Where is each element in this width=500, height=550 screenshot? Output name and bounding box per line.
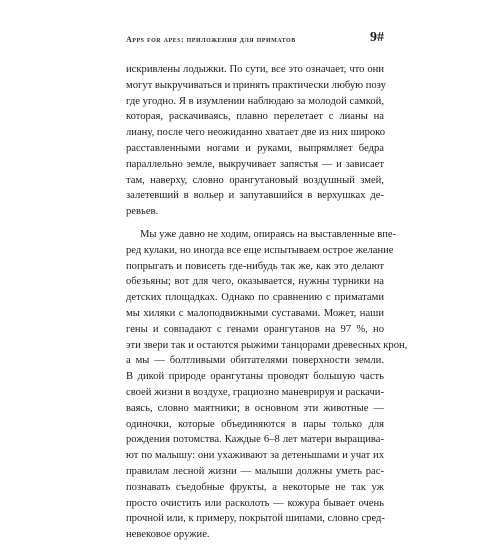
text-line: познавать съедобные фрукты, а некоторые не так уж [126,481,384,493]
text-line: прочной или, к примеру, покрытой шипами, словно сред- [126,513,385,525]
page-number: 9# [370,30,384,45]
text-line: правилам лесной жизни — малыши должны уметь рас- [126,465,384,477]
text-line: невековое оружие. [126,529,210,541]
running-header [126,30,384,46]
text-line: гены и совпадают с генами орангутанов на 97 %, но [126,323,384,335]
text-line: обезьяны; вот для чего, оказывается, нужны турники на [126,276,384,288]
paragraph-1 [126,62,384,220]
body-text [126,62,408,550]
text-line: искривлены лодыжки. По сути, все это означает, что они [126,64,384,75]
text-line: которая, раскачиваясь, плавно перелетает с лианы на [126,111,384,123]
running-title: Apps for apes: приложения для приматов [126,35,296,44]
text-line: В дикой природе орангутаны проводят большую часть [126,371,384,383]
text-line: залетевший в вольер и запутавшийся в верхушках де- [126,190,384,202]
text-line: расставленными ногами и руками, выпрямляет бедра [126,142,384,154]
text-line: детских площадках. Однако по сравнению с приматами [126,292,384,304]
text-line: а мы — болтливыми обитателями поверхности земли. [126,355,384,367]
text-line: ред кулаки, но иногда все еще испытываем острое желание [126,244,394,256]
text-line: ют по малышу: они ухаживают за детенышами и учат их [126,450,384,462]
paragraph-2 [126,227,408,543]
text-line: попрыгать и повисеть где-нибудь так же, как это делают [126,260,384,272]
text-line: рождения потомства. Каждые 6–8 лет матери выращива- [126,434,384,446]
text-line: могут выкручиваться и принять практически любую позу [126,79,386,91]
text-line: одиночки, которые объединяются в пары только для [126,418,384,430]
text-line: параллельно земле, выкручивает запястья — и зависает [126,158,384,170]
text-line: просто очистить или расколоть — кожура бывает очень [126,497,384,509]
text-line: эти звери так и остаются рыжими танцорами древесных крон, [126,339,408,351]
text-line: мы хиляки с малоподвижными суставами. Может, наши [126,307,384,319]
text-line: ваясь, словно маятники; в основном эти животные — [126,402,384,414]
text-line: своей жизни в воздухе, грациозно маневрируя и раскачи- [126,386,384,398]
text-line: лиану, после чего неожиданно хватает две из них широко [126,127,386,139]
text-line: где угодно. Я в изумлении наблюдаю за молодой самкой, [126,95,384,107]
text-line: там, наверху, словно орангутановый воздушный змей, [126,174,384,186]
text-line: ревьев. [126,206,159,218]
text-line: Мы уже давно не ходим, опираясь на выставленные впе- [140,228,397,240]
